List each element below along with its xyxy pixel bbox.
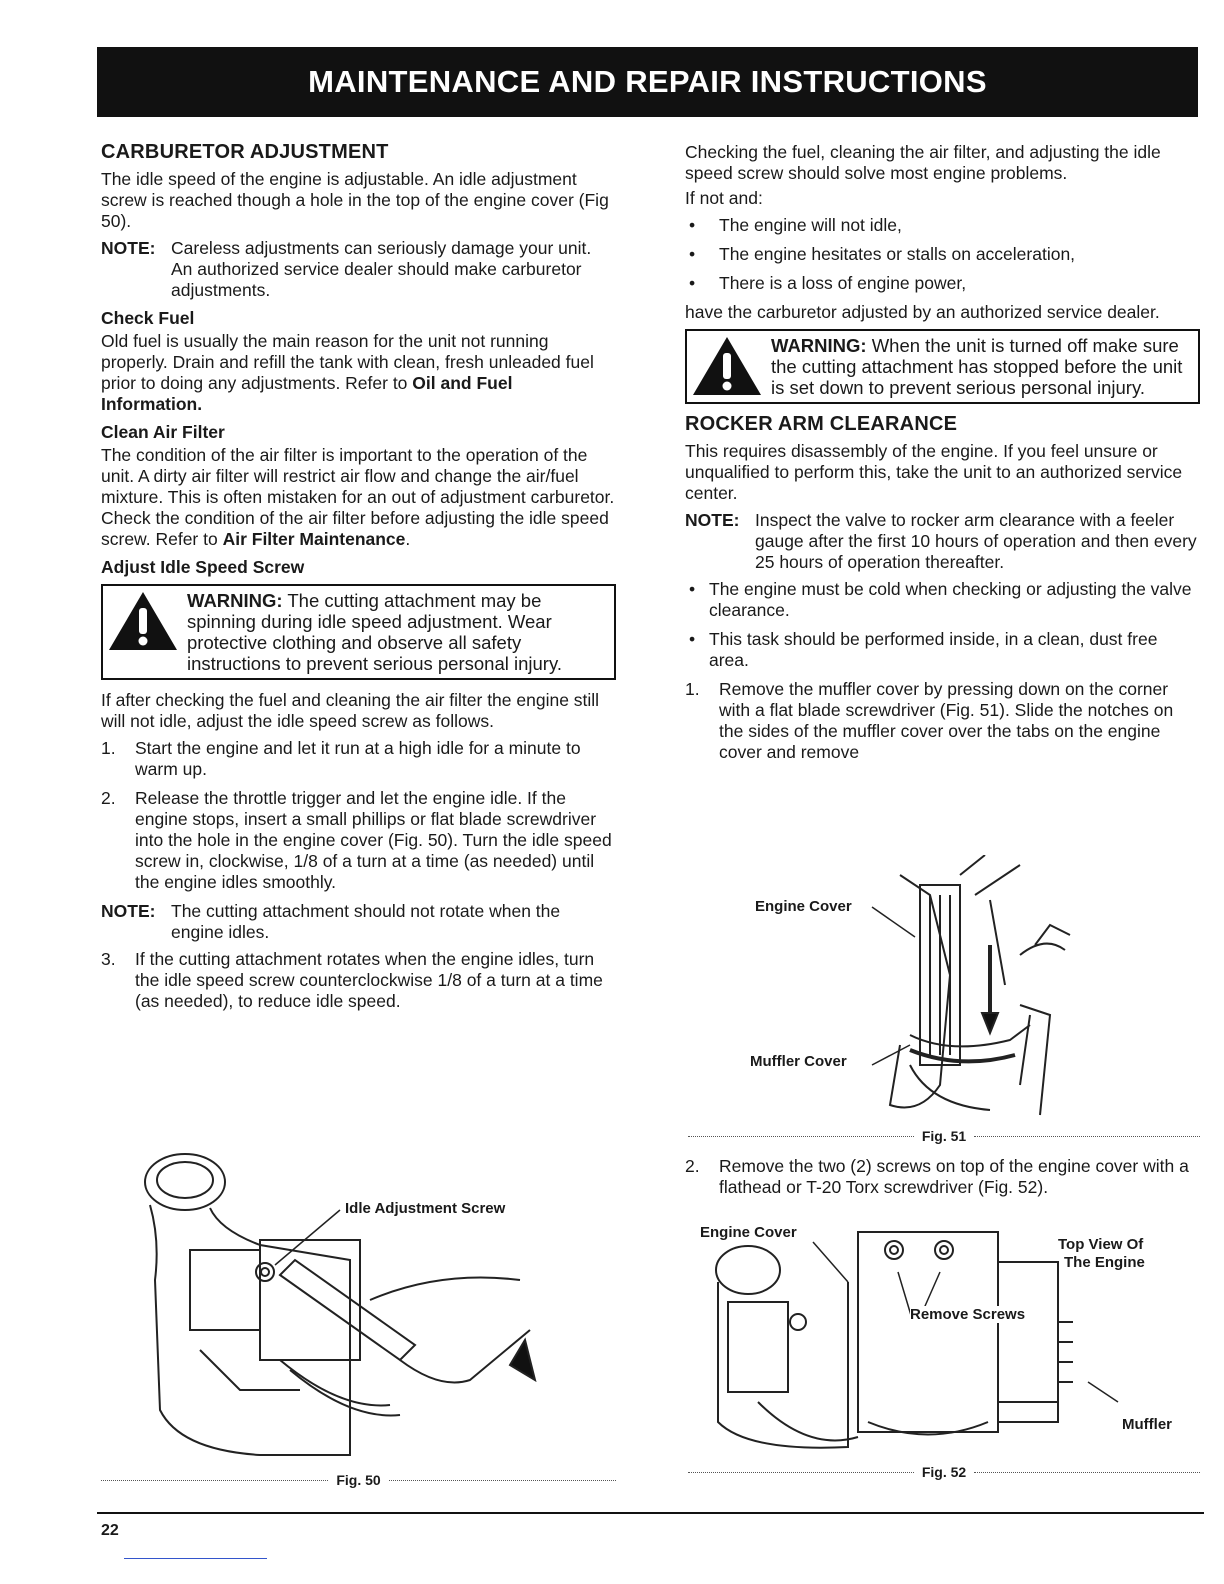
figure-50-illustration bbox=[140, 1150, 560, 1470]
warning-triangle-icon bbox=[107, 590, 179, 652]
remove-screws-label: Remove Screws bbox=[910, 1306, 1026, 1323]
right-column bbox=[685, 142, 1200, 771]
rocker-step-2 bbox=[685, 1156, 1200, 1206]
rocker-bullets bbox=[685, 579, 1200, 671]
engine-screwdriver-drawing bbox=[140, 1150, 560, 1470]
top-view-label-line2: The Engine bbox=[1064, 1254, 1145, 1271]
list-item: 2. Remove the two (2) screws on top of the engine cover with a flathead or T-20 Torx screwdriver (Fig. 52). bbox=[685, 1156, 1189, 1197]
idle-adjustment-screw-label: Idle Adjustment Screw bbox=[345, 1200, 506, 1217]
checking-fuel-text: Checking the fuel, cleaning the air filter, and adjusting the idle speed screw should solve most engine problems. bbox=[685, 142, 1161, 183]
list-item: • The engine must be cold when checking or adjusting the valve clearance. bbox=[689, 579, 1192, 620]
engine-cover-label: Engine Cover bbox=[700, 1224, 797, 1241]
muffler-cover-drawing bbox=[750, 855, 1080, 1125]
note-feeler-gauge bbox=[685, 510, 1200, 573]
idle-steps-list-cont bbox=[101, 949, 616, 1012]
note-label: NOTE: bbox=[685, 510, 740, 530]
list-item: 1. Remove the muffler cover by pressing down on the corner with a flat blade screwdriver (Fig. 51). Slide the notches on the sides of the muffler cover over the tabs on the engine cover and remove bbox=[685, 679, 1174, 762]
list-item: 2. Release the throttle trigger and let the engine idle. If the engine stops, insert a small phillips or flat blade screwdriver into the hole in the engine cover (Fig. 50). Turn the idle speed screw in, clockwise, 1/8 of a turn at a time (as needed) until the engine idles smoothly. bbox=[101, 788, 612, 892]
adjust-idle-speed-heading: Adjust Idle Speed Screw bbox=[101, 557, 305, 577]
after-checking-text: If after checking the fuel and cleaning the air filter the engine still will not idle, adjust the idle speed screw as follows. bbox=[101, 690, 600, 731]
top-view-label-line1: Top View Of bbox=[1058, 1236, 1144, 1253]
figure-51-illustration bbox=[750, 855, 1080, 1125]
warning-text: WARNING: When the unit is turned off make sure the cutting attachment has stopped before the unit is set down to prevent serious personal injury. bbox=[771, 335, 1183, 398]
left-column bbox=[101, 142, 616, 1020]
warning-box-idle bbox=[101, 584, 616, 680]
fig-51-caption: Fig. 51 bbox=[688, 1128, 1200, 1144]
list-item: 3. If the cutting attachment rotates when the engine idles, turn the idle speed screw counterclockwise 1/8 of a turn at a time (as needed), to reduce idle speed. bbox=[101, 949, 603, 1011]
clean-air-filter-heading: Clean Air Filter bbox=[101, 422, 225, 442]
rocker-steps-list bbox=[685, 679, 1200, 763]
rocker-intro: This requires disassembly of the engine. If you feel unsure or unqualified to perform this, take the unit to an authorized service center. bbox=[685, 441, 1183, 503]
warning-text: WARNING: The cutting attachment may be spinning during idle speed adjustment. Wear protective clothing and observe all safety instructions to prevent serious personal injury. bbox=[187, 590, 562, 674]
carburetor-adjustment-heading: CARBURETOR ADJUSTMENT bbox=[101, 141, 389, 163]
figure-52-illustration bbox=[698, 1222, 1198, 1462]
note-label: NOTE: bbox=[101, 901, 156, 921]
have-carburetor-text: have the carburetor adjusted by an authorized service dealer. bbox=[685, 302, 1160, 322]
engine-cover-label: Engine Cover bbox=[755, 898, 852, 915]
list-item: • The engine hesitates or stalls on acceleration, bbox=[689, 244, 1076, 264]
check-fuel-heading: Check Fuel bbox=[101, 308, 195, 328]
page-number: 22 bbox=[101, 1522, 119, 1539]
list-item: • The engine will not idle, bbox=[689, 215, 902, 235]
problem-bullets bbox=[685, 215, 1200, 294]
fig-50-caption: Fig. 50 bbox=[101, 1472, 616, 1488]
page-header-banner bbox=[97, 47, 1198, 117]
muffler-cover-label: Muffler Cover bbox=[750, 1053, 847, 1070]
warning-box-turned-off bbox=[685, 329, 1200, 404]
warning-triangle-icon bbox=[691, 335, 763, 397]
check-fuel-text: Old fuel is usually the main reason for the unit not running properly. Drain and refill the tank with clean, fresh unleaded fuel prior to doing any adjustments. Refer to Oil and Fuel Information. bbox=[101, 331, 594, 414]
note-text: Inspect the valve to rocker arm clearance with a feeler gauge after the first 10 hours of operation and then every 25 hours of operation thereafter. bbox=[755, 510, 1197, 572]
note-label: NOTE: bbox=[101, 238, 156, 258]
carburetor-intro: The idle speed of the engine is adjustable. An idle adjustment screw is reached though a hole in the top of the engine cover (Fig 50). bbox=[101, 169, 609, 231]
page-header-title: MAINTENANCE AND REPAIR INSTRUCTIONS bbox=[308, 64, 987, 99]
clean-air-filter-text: The condition of the air filter is important to the operation of the unit. A dirty air filter will restrict air flow and change the air/fuel mixture. This is often mistaken for an out of adjustment carburetor. Check the condition of the air filter before adjusting the idle speed screw. Refer to Air Filter Maintenance. bbox=[101, 445, 615, 549]
note-text: Careless adjustments can seriously damage your unit. An authorized service dealer should make carburetor adjustments. bbox=[171, 238, 592, 300]
footer-rule bbox=[97, 1512, 1204, 1514]
note-text: The cutting attachment should not rotate when the engine idles. bbox=[171, 901, 561, 942]
note-cutting-attachment bbox=[101, 901, 616, 943]
note-careless-adjustments bbox=[101, 238, 616, 301]
list-item: • There is a loss of engine power, bbox=[689, 273, 967, 293]
idle-steps-list bbox=[101, 738, 616, 893]
if-not-text: If not and: bbox=[685, 188, 763, 208]
list-item: • This task should be performed inside, in a clean, dust free area. bbox=[689, 629, 1158, 670]
rocker-arm-heading: ROCKER ARM CLEARANCE bbox=[685, 413, 958, 435]
list-item: 1. Start the engine and let it run at a high idle for a minute to warm up. bbox=[101, 738, 581, 779]
fig-52-caption: Fig. 52 bbox=[688, 1464, 1200, 1480]
footer-link-underline bbox=[124, 1558, 267, 1559]
muffler-label: Muffler bbox=[1122, 1416, 1172, 1433]
